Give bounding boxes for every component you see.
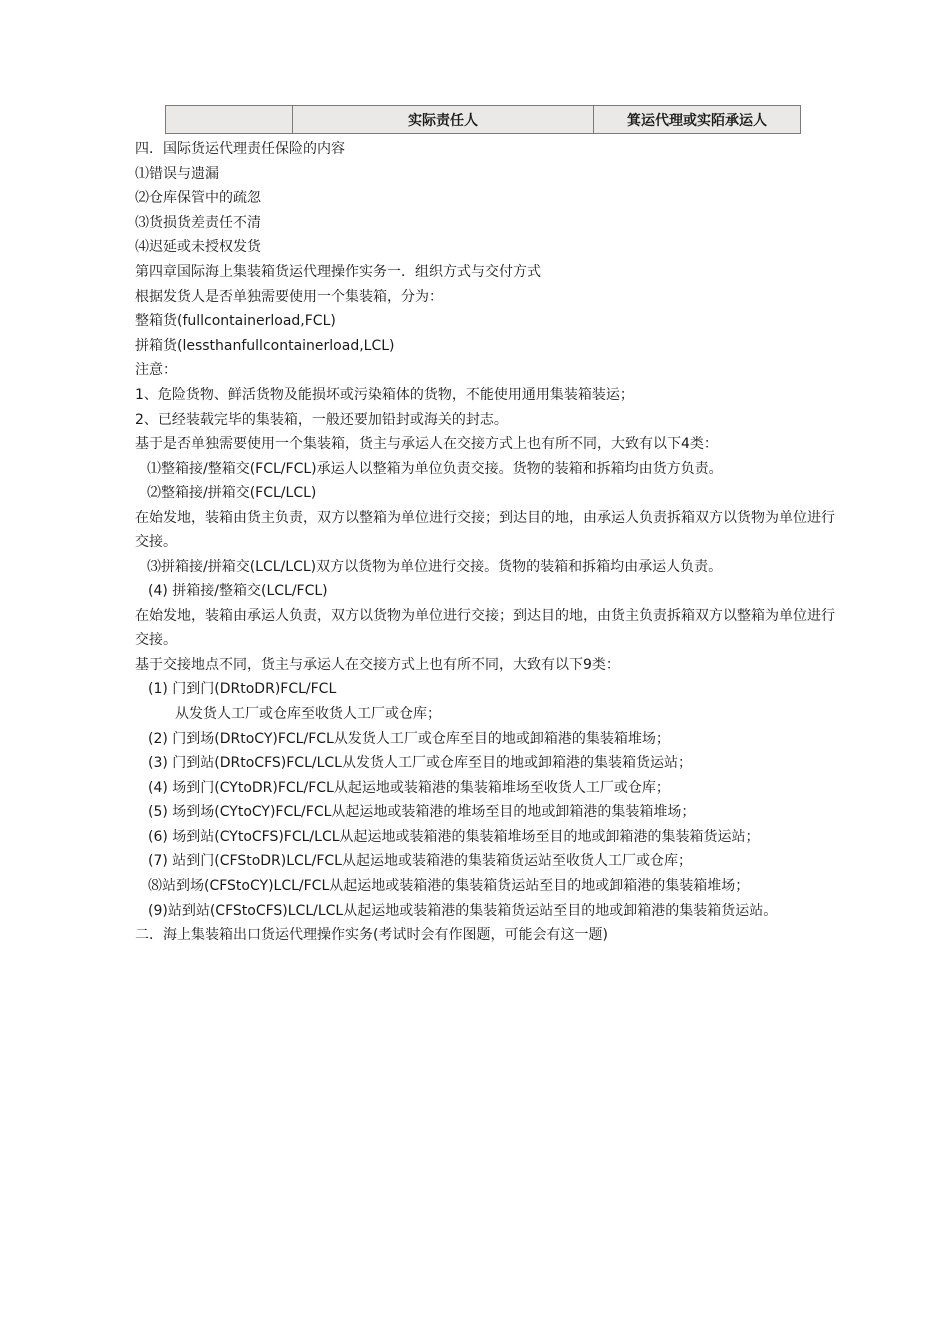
paragraph: 基于是否单独需要使用一个集装箱，货主与承运人在交接方式上也有所不同，大致有以下4类： [135,436,718,453]
list-item: ⑴整箱接/整箱交(FCL/FCL)承运人以整箱为单位负责交接。货物的装箱和拆箱均由货方负责。 [147,460,723,477]
list-item: (3) 门到站(DRtoCFS)FCL/LCL从发货人工厂或仓库至目的地或卸箱港的集装箱货运站； [148,755,692,772]
list-item: ⑵仓库保管中的疏忽 [135,190,261,207]
paragraph: 在始发地，装箱由货主负责，双方以整箱为单位进行交接；到达目的地，由承运人负责拆箱双方以货物为单位进行交接。 [135,509,835,551]
document-body [135,137,835,948]
list-item: ⑷迟延或未授权发货 [135,239,261,256]
list-item: (5) 场到场(CYtoCY)FCL/FCL从起运地或装箱港的堆场至目的地或卸箱港的集装箱堆场； [148,804,696,821]
table-cell-actual-party: 实际责任人 [293,106,594,134]
table-cell-empty [166,106,293,134]
list-item: ⑶货损货差责任不清 [135,214,261,231]
list-item-detail: 从发货人工厂或仓库至收货人工厂或仓库； [175,705,441,722]
paragraph: 在始发地，装箱由承运人负责，双方以货物为单位进行交接；到达目的地，由货主负责拆箱双方以整箱为单位进行交接。 [135,607,835,649]
list-item: (2) 门到场(DRtoCY)FCL/FCL从发货人工厂或仓库至目的地或卸箱港的集装箱堆场； [148,730,670,747]
responsibility-table [165,105,801,134]
list-item: (9)站到站(CFStoCFS)LCL/LCL从起运地或装箱港的集装箱货运站至目的地或卸箱港的集装箱货运站。 [148,902,778,919]
table-cell-agent-or-carrier: 箕运代理或实陌承运人 [594,106,801,134]
list-item: ⑻站到场(CFStoCY)LCL/FCL从起运地或装箱港的集装箱货运站至目的地或卸箱港的集装箱堆场； [148,878,750,895]
section-heading-export: 二．海上集装箱出口货运代理操作实务(考试时会有作图题，可能会有这一题) [135,927,608,944]
list-item: ⑴错误与遗漏 [135,165,219,182]
chapter-heading: 第四章国际海上集装箱货运代理操作实务一．组织方式与交付方式 [135,263,541,280]
list-item: ⑶拼箱接/拼箱交(LCL/LCL)双方以货物为单位进行交接。货物的装箱和拆箱均由承运人负责。 [147,558,723,575]
paragraph: 基于交接地点不同，货主与承运人在交接方式上也有所不同，大致有以下9类： [135,656,620,673]
paragraph: 根据发货人是否单独需要使用一个集装箱，分为： [135,288,443,305]
paragraph: 整箱货(fullcontainerload,FCL) [135,313,336,330]
list-item: (7) 站到门(CFStoDR)LCL/FCL从起运地或装箱港的集装箱货运站至收货人工厂或仓库； [148,853,692,870]
list-item: ⑵整箱接/拼箱交(FCL/LCL) [147,485,317,502]
note-item: 1、危险货物、鲜活货物及能损坏或污染箱体的货物，不能使用通用集装箱装运； [135,386,634,403]
list-item: (1) 门到门(DRtoDR)FCL/FCL [148,681,337,698]
table-row [166,106,801,134]
list-item: (6) 场到站(CYtoCFS)FCL/LCL从起运地或装箱港的集装箱堆场至目的地或卸箱港的集装箱货运站； [148,828,760,845]
section-heading-insurance: 四．国际货运代理责任保险的内容 [135,141,345,157]
note-label: 注意： [135,362,177,379]
paragraph: 拼箱货(lessthanfullcontainerload,LCL) [135,337,395,354]
list-item: (4) 场到门(CYtoDR)FCL/FCL从起运地或装箱港的集装箱堆场至收货人工厂或仓库； [148,779,670,796]
list-item: (4) 拼箱接/整箱交(LCL/FCL) [148,583,328,600]
note-item: 2、已经装载完毕的集装箱，一般还要加铅封或海关的封志。 [135,411,508,428]
